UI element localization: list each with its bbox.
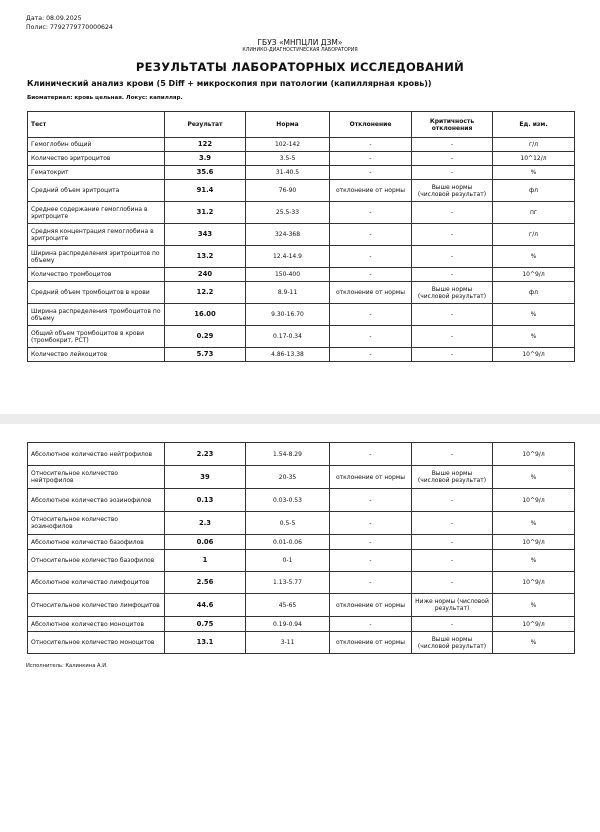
cell-deviation: - [330, 443, 412, 466]
cell-test: Абсолютное количество моноцитов [28, 617, 165, 632]
table-row [28, 282, 575, 304]
table-row [28, 152, 575, 166]
cell-deviation: - [330, 304, 412, 326]
cell-norm: 3-11 [246, 632, 330, 654]
cell-test: Средний объем эритроцита [28, 180, 165, 202]
cell-norm: 0.5-5 [246, 512, 330, 535]
cell-deviation: - [330, 535, 412, 550]
cell-unit: % [493, 550, 575, 572]
cell-result: 44.6 [165, 594, 246, 617]
cell-deviation: - [330, 138, 412, 152]
cell-result: 2.23 [165, 443, 246, 466]
cell-result: 0.29 [165, 326, 246, 348]
cell-test: Абсолютное количество базофилов [28, 535, 165, 550]
cell-unit: г/л [493, 138, 575, 152]
biomaterial-info: Биоматериал: кровь цельная. Локус: капилляр. [27, 95, 183, 101]
cell-unit: пг [493, 202, 575, 224]
cell-unit: г/л [493, 224, 575, 246]
cell-criticality: Выше нормы (числовой результат) [412, 180, 493, 202]
table-header-row [28, 112, 575, 138]
report-page-2 [0, 424, 600, 832]
cell-test: Гематокрит [28, 166, 165, 180]
table-row [28, 138, 575, 152]
cell-deviation: отклонение от нормы [330, 632, 412, 654]
cell-deviation: отклонение от нормы [330, 594, 412, 617]
cell-unit: % [493, 512, 575, 535]
cell-norm: 4.86-13.38 [246, 348, 330, 362]
cell-norm: 8.9-11 [246, 282, 330, 304]
cell-deviation: отклонение от нормы [330, 466, 412, 489]
cell-norm: 3.5-5 [246, 152, 330, 166]
cell-test: Абсолютное количество эозинофилов [28, 489, 165, 512]
cell-norm: 0.03-0.53 [246, 489, 330, 512]
cell-deviation: - [330, 246, 412, 268]
cell-deviation: - [330, 202, 412, 224]
results-table-2 [27, 442, 575, 654]
cell-deviation: - [330, 152, 412, 166]
cell-norm: 150-400 [246, 268, 330, 282]
cell-deviation: - [330, 489, 412, 512]
cell-test: Количество тромбоцитов [28, 268, 165, 282]
table-row [28, 246, 575, 268]
header-criticality: Критичность отклонения [412, 112, 493, 138]
table-row [28, 304, 575, 326]
cell-test: Средний объем тромбоцитов в крови [28, 282, 165, 304]
cell-criticality: - [412, 224, 493, 246]
cell-criticality: - [412, 268, 493, 282]
cell-criticality: - [412, 246, 493, 268]
report-page-1 [0, 0, 600, 414]
cell-deviation: - [330, 326, 412, 348]
table-row [28, 326, 575, 348]
cell-result: 122 [165, 138, 246, 152]
cell-norm: 0.19-0.94 [246, 617, 330, 632]
cell-unit: % [493, 632, 575, 654]
table-row [28, 512, 575, 535]
cell-result: 0.13 [165, 489, 246, 512]
cell-norm: 45-65 [246, 594, 330, 617]
cell-test: Абсолютное количество нейтрофилов [28, 443, 165, 466]
organization-name: ГБУЗ «МНПЦЛИ ДЗМ» [257, 38, 343, 47]
cell-norm: 76-90 [246, 180, 330, 202]
cell-result: 16.00 [165, 304, 246, 326]
cell-test: Средняя концентрация гемоглобина в эритроците [28, 224, 165, 246]
report-date: Дата: 08.09.2025 [26, 15, 82, 22]
cell-test: Абсолютное количество лимфоцитов [28, 572, 165, 594]
cell-deviation: - [330, 572, 412, 594]
cell-unit: % [493, 246, 575, 268]
table-row [28, 550, 575, 572]
cell-criticality: - [412, 572, 493, 594]
cell-norm: 12.4-14.9 [246, 246, 330, 268]
cell-test: Относительное количество эозинофилов [28, 512, 165, 535]
header-unit: Ед. изм. [493, 112, 575, 138]
table-row [28, 632, 575, 654]
table-row [28, 489, 575, 512]
cell-unit: 10^9/л [493, 535, 575, 550]
cell-deviation: - [330, 348, 412, 362]
cell-deviation: отклонение от нормы [330, 282, 412, 304]
cell-test: Среднее содержание гемоглобина в эритроците [28, 202, 165, 224]
cell-criticality: - [412, 348, 493, 362]
cell-unit: % [493, 166, 575, 180]
table-row [28, 466, 575, 489]
cell-test: Количество эритроцитов [28, 152, 165, 166]
results-table-1 [27, 111, 575, 362]
cell-norm: 9.30-16.70 [246, 304, 330, 326]
cell-criticality: - [412, 326, 493, 348]
cell-result: 91.4 [165, 180, 246, 202]
cell-deviation: - [330, 268, 412, 282]
cell-criticality: Ниже нормы (числовой результат) [412, 594, 493, 617]
cell-result: 2.56 [165, 572, 246, 594]
cell-deviation: - [330, 617, 412, 632]
table-row [28, 572, 575, 594]
cell-result: 12.2 [165, 282, 246, 304]
cell-norm: 20-35 [246, 466, 330, 489]
cell-norm: 31-40.5 [246, 166, 330, 180]
cell-norm: 0.17-0.34 [246, 326, 330, 348]
cell-result: 343 [165, 224, 246, 246]
cell-criticality: - [412, 550, 493, 572]
header-norm: Норма [246, 112, 330, 138]
cell-unit: % [493, 466, 575, 489]
cell-criticality: - [412, 304, 493, 326]
cell-norm: 1.54-8.29 [246, 443, 330, 466]
cell-unit: 10^9/л [493, 572, 575, 594]
cell-criticality: - [412, 617, 493, 632]
table-row [28, 348, 575, 362]
cell-unit: фл [493, 180, 575, 202]
header-test: Тест [28, 112, 165, 138]
executor: Исполнитель: Калинкина А.И. [26, 663, 108, 669]
cell-criticality: - [412, 512, 493, 535]
header-deviation: Отклонение [330, 112, 412, 138]
cell-norm: 324-368 [246, 224, 330, 246]
cell-test: Ширина распределения эритроцитов по объему [28, 246, 165, 268]
cell-unit: 10^9/л [493, 348, 575, 362]
table-row [28, 202, 575, 224]
cell-test: Количество лейкоцитов [28, 348, 165, 362]
cell-deviation: - [330, 224, 412, 246]
table-row [28, 535, 575, 550]
cell-result: 3.9 [165, 152, 246, 166]
table-row [28, 224, 575, 246]
table-row [28, 594, 575, 617]
cell-result: 31.2 [165, 202, 246, 224]
table-row [28, 443, 575, 466]
cell-result: 13.1 [165, 632, 246, 654]
analysis-name: Клинический анализ крови (5 Diff + микроскопия при патологии (капиллярная кровь)) [27, 79, 432, 88]
cell-test: Гемоглобин общий [28, 138, 165, 152]
cell-deviation: отклонение от нормы [330, 180, 412, 202]
cell-result: 240 [165, 268, 246, 282]
cell-criticality: - [412, 166, 493, 180]
cell-unit: 10^9/л [493, 268, 575, 282]
cell-criticality: - [412, 202, 493, 224]
cell-unit: % [493, 304, 575, 326]
cell-criticality: Выше нормы (числовой результат) [412, 466, 493, 489]
cell-result: 39 [165, 466, 246, 489]
cell-criticality: - [412, 489, 493, 512]
cell-result: 0.75 [165, 617, 246, 632]
table-row [28, 180, 575, 202]
cell-criticality: - [412, 535, 493, 550]
cell-deviation: - [330, 550, 412, 572]
table-row [28, 617, 575, 632]
cell-criticality: - [412, 152, 493, 166]
cell-result: 5.73 [165, 348, 246, 362]
cell-test: Относительное количество моноцитов [28, 632, 165, 654]
cell-test: Относительное количество лимфоцитов [28, 594, 165, 617]
cell-result: 2.3 [165, 512, 246, 535]
cell-test: Общий объем тромбоцитов в крови (тромбокрит, PCT) [28, 326, 165, 348]
policy-number: Полис: 7792779770000624 [26, 24, 113, 31]
header-result: Результат [165, 112, 246, 138]
cell-unit: фл [493, 282, 575, 304]
cell-unit: 10^9/л [493, 617, 575, 632]
cell-test: Ширина распределения тромбоцитов по объему [28, 304, 165, 326]
cell-result: 0.06 [165, 535, 246, 550]
cell-result: 35.6 [165, 166, 246, 180]
cell-criticality: - [412, 443, 493, 466]
cell-criticality: - [412, 138, 493, 152]
cell-unit: 10^12/л [493, 152, 575, 166]
cell-unit: % [493, 594, 575, 617]
cell-norm: 102-142 [246, 138, 330, 152]
table-row [28, 166, 575, 180]
page-title: РЕЗУЛЬТАТЫ ЛАБОРАТОРНЫХ ИССЛЕДОВАНИЙ [135, 60, 465, 74]
cell-test: Относительное количество базофилов [28, 550, 165, 572]
cell-unit: 10^9/л [493, 443, 575, 466]
cell-result: 13.2 [165, 246, 246, 268]
cell-norm: 0-1 [246, 550, 330, 572]
cell-criticality: Выше нормы (числовой результат) [412, 282, 493, 304]
cell-unit: 10^9/л [493, 489, 575, 512]
cell-norm: 1.13-5.77 [246, 572, 330, 594]
cell-norm: 0.01-0.06 [246, 535, 330, 550]
cell-deviation: - [330, 166, 412, 180]
cell-deviation: - [330, 512, 412, 535]
cell-unit: % [493, 326, 575, 348]
cell-result: 1 [165, 550, 246, 572]
table-row [28, 268, 575, 282]
cell-norm: 25.5-33 [246, 202, 330, 224]
cell-test: Относительное количество нейтрофилов [28, 466, 165, 489]
laboratory-name: КЛИНИКО-ДИАГНОСТИЧЕСКАЯ ЛАБОРАТОРИЯ [242, 48, 358, 53]
cell-criticality: Выше нормы (числовой результат) [412, 632, 493, 654]
